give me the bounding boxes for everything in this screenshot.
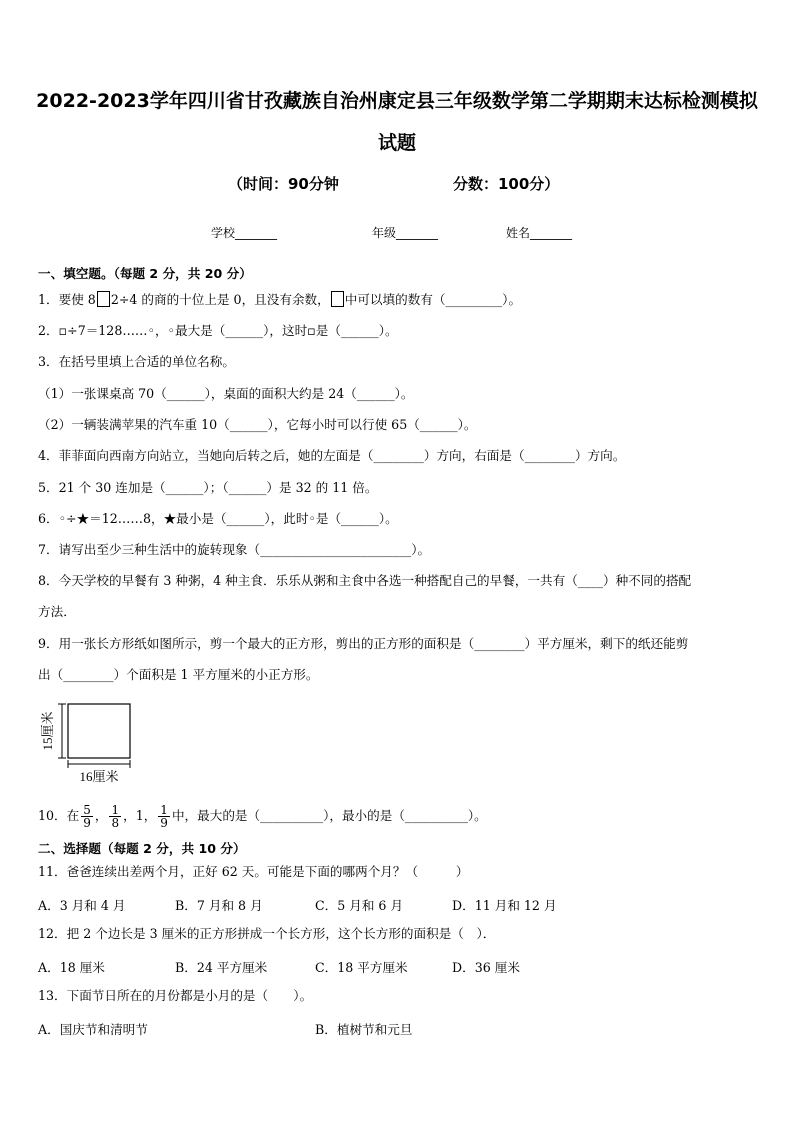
- question-2: 2．▫÷7＝128……◦，◦最大是（______），这时▫是（______）。: [38, 323, 398, 338]
- student-info-fields: [0, 224, 794, 242]
- question-11: 11．爸爸连续出差两个月，正好 62 天。可能是下面的哪两个月？（ ）: [38, 864, 469, 879]
- time-limit: （时间：90分钟: [228, 175, 339, 193]
- question-13: 13．下面节日所在的月份都是小月的是（ ）。: [38, 988, 313, 1003]
- fraction-1-8: $\frac{1}{8}$: [111, 803, 120, 830]
- fraction-1-9: $\frac{1}{9}$: [160, 803, 168, 830]
- question-10: 10．在 $\frac{5}{9}$ ， $\frac{1}{8}$ ，1， $\frac{1}{9}$ 中，最大的是（__________），最小的是（__________）。: [38, 803, 487, 830]
- exam-title-line1: 2022-2023学年四川省甘孜藏族自治州康定县三年级数学第二学期期末达标检测模拟: [36, 90, 758, 112]
- q12-option-d[interactable]: D．36 厘米: [452, 960, 520, 975]
- question-9-line2: 出（________）个面积是 1 平方厘米的小正方形。: [38, 667, 319, 682]
- question-3-part-2: （2）一辆装满苹果的汽车重 10（______），它每小时可以行使 65（______）。: [38, 417, 477, 432]
- rectangle-outline: [68, 704, 130, 758]
- q13-option-b[interactable]: B．植树节和元旦: [315, 1022, 413, 1037]
- q11-option-c[interactable]: C．5 月和 6 月: [315, 898, 404, 913]
- question-3: 3．在括号里填上合适的单位名称。: [38, 354, 235, 369]
- blank-box: [331, 291, 344, 307]
- q11-option-a[interactable]: A．3 月和 4 月: [38, 898, 126, 913]
- question-7: 7．请写出至少三种生活中的旋转现象（________________________）。: [38, 542, 431, 557]
- question-4: 4．菲菲面向西南方向站立，当她向后转之后，她的左面是（________）方向，右面是（________）方向。: [38, 448, 626, 463]
- q12-option-c[interactable]: C．18 平方厘米: [315, 960, 408, 975]
- q11-option-d[interactable]: D．11 月和 12 月: [452, 898, 557, 913]
- q12-option-b[interactable]: B．24 平方厘米: [175, 960, 268, 975]
- rectangle-figure: [38, 698, 138, 786]
- width-label: 16厘米: [79, 769, 119, 784]
- question-8-line1: 8．今天学校的早餐有 3 种粥，4 种主食．乐乐从粥和主食中各选一种搭配自己的早餐，一共有（____）种不同的搭配: [38, 573, 692, 588]
- question-12: 12．把 2 个边长是 3 厘米的正方形拼成一个长方形，这个长方形的面积是（ ）．: [38, 926, 496, 941]
- question-8-line2: 方法．: [38, 604, 76, 619]
- question-3-part-1: （1）一张课桌高 70（______），桌面的面积大约是 24（______）。: [38, 386, 414, 401]
- fraction-5-9: $\frac{5}{9}$: [83, 803, 91, 830]
- height-label: 15厘米: [40, 711, 55, 751]
- name-field[interactable]: 姓名_______: [506, 226, 573, 240]
- section-fill-in-heading: 一、填空题。（每题 2 分，共 20 分）: [38, 266, 252, 281]
- q11-option-b[interactable]: B．7 月和 8 月: [175, 898, 263, 913]
- section-choice-heading: 二、选择题（每题 2 分，共 10 分）: [38, 841, 246, 856]
- exam-title-line2: 试题: [377, 132, 416, 154]
- question-6: 6．◦÷★＝12……8，★最小是（______），此时◦是（______）。: [38, 511, 398, 526]
- total-score: 分数：100分）: [453, 175, 560, 193]
- blank-box: [97, 291, 110, 307]
- grade-field[interactable]: 年级_______: [372, 226, 439, 240]
- question-9-line1: 9．用一张长方形纸如图所示，剪一个最大的正方形，剪出的正方形的面积是（________）平方厘米，剩下的纸还能剪: [38, 636, 689, 651]
- question-5: 5．21 个 30 连加是（______）；（______）是 32 的 11 倍。: [38, 480, 378, 495]
- exam-meta: [0, 173, 794, 193]
- school-field[interactable]: 学校_______: [211, 226, 278, 240]
- q13-option-a[interactable]: A．国庆节和清明节: [38, 1022, 148, 1037]
- question-1: 1．要使 8 2÷4 的商的十位上是 0，且没有余数， 中可以填的数有（_________）。: [38, 292, 522, 307]
- q12-option-a[interactable]: A．18 厘米: [38, 960, 105, 975]
